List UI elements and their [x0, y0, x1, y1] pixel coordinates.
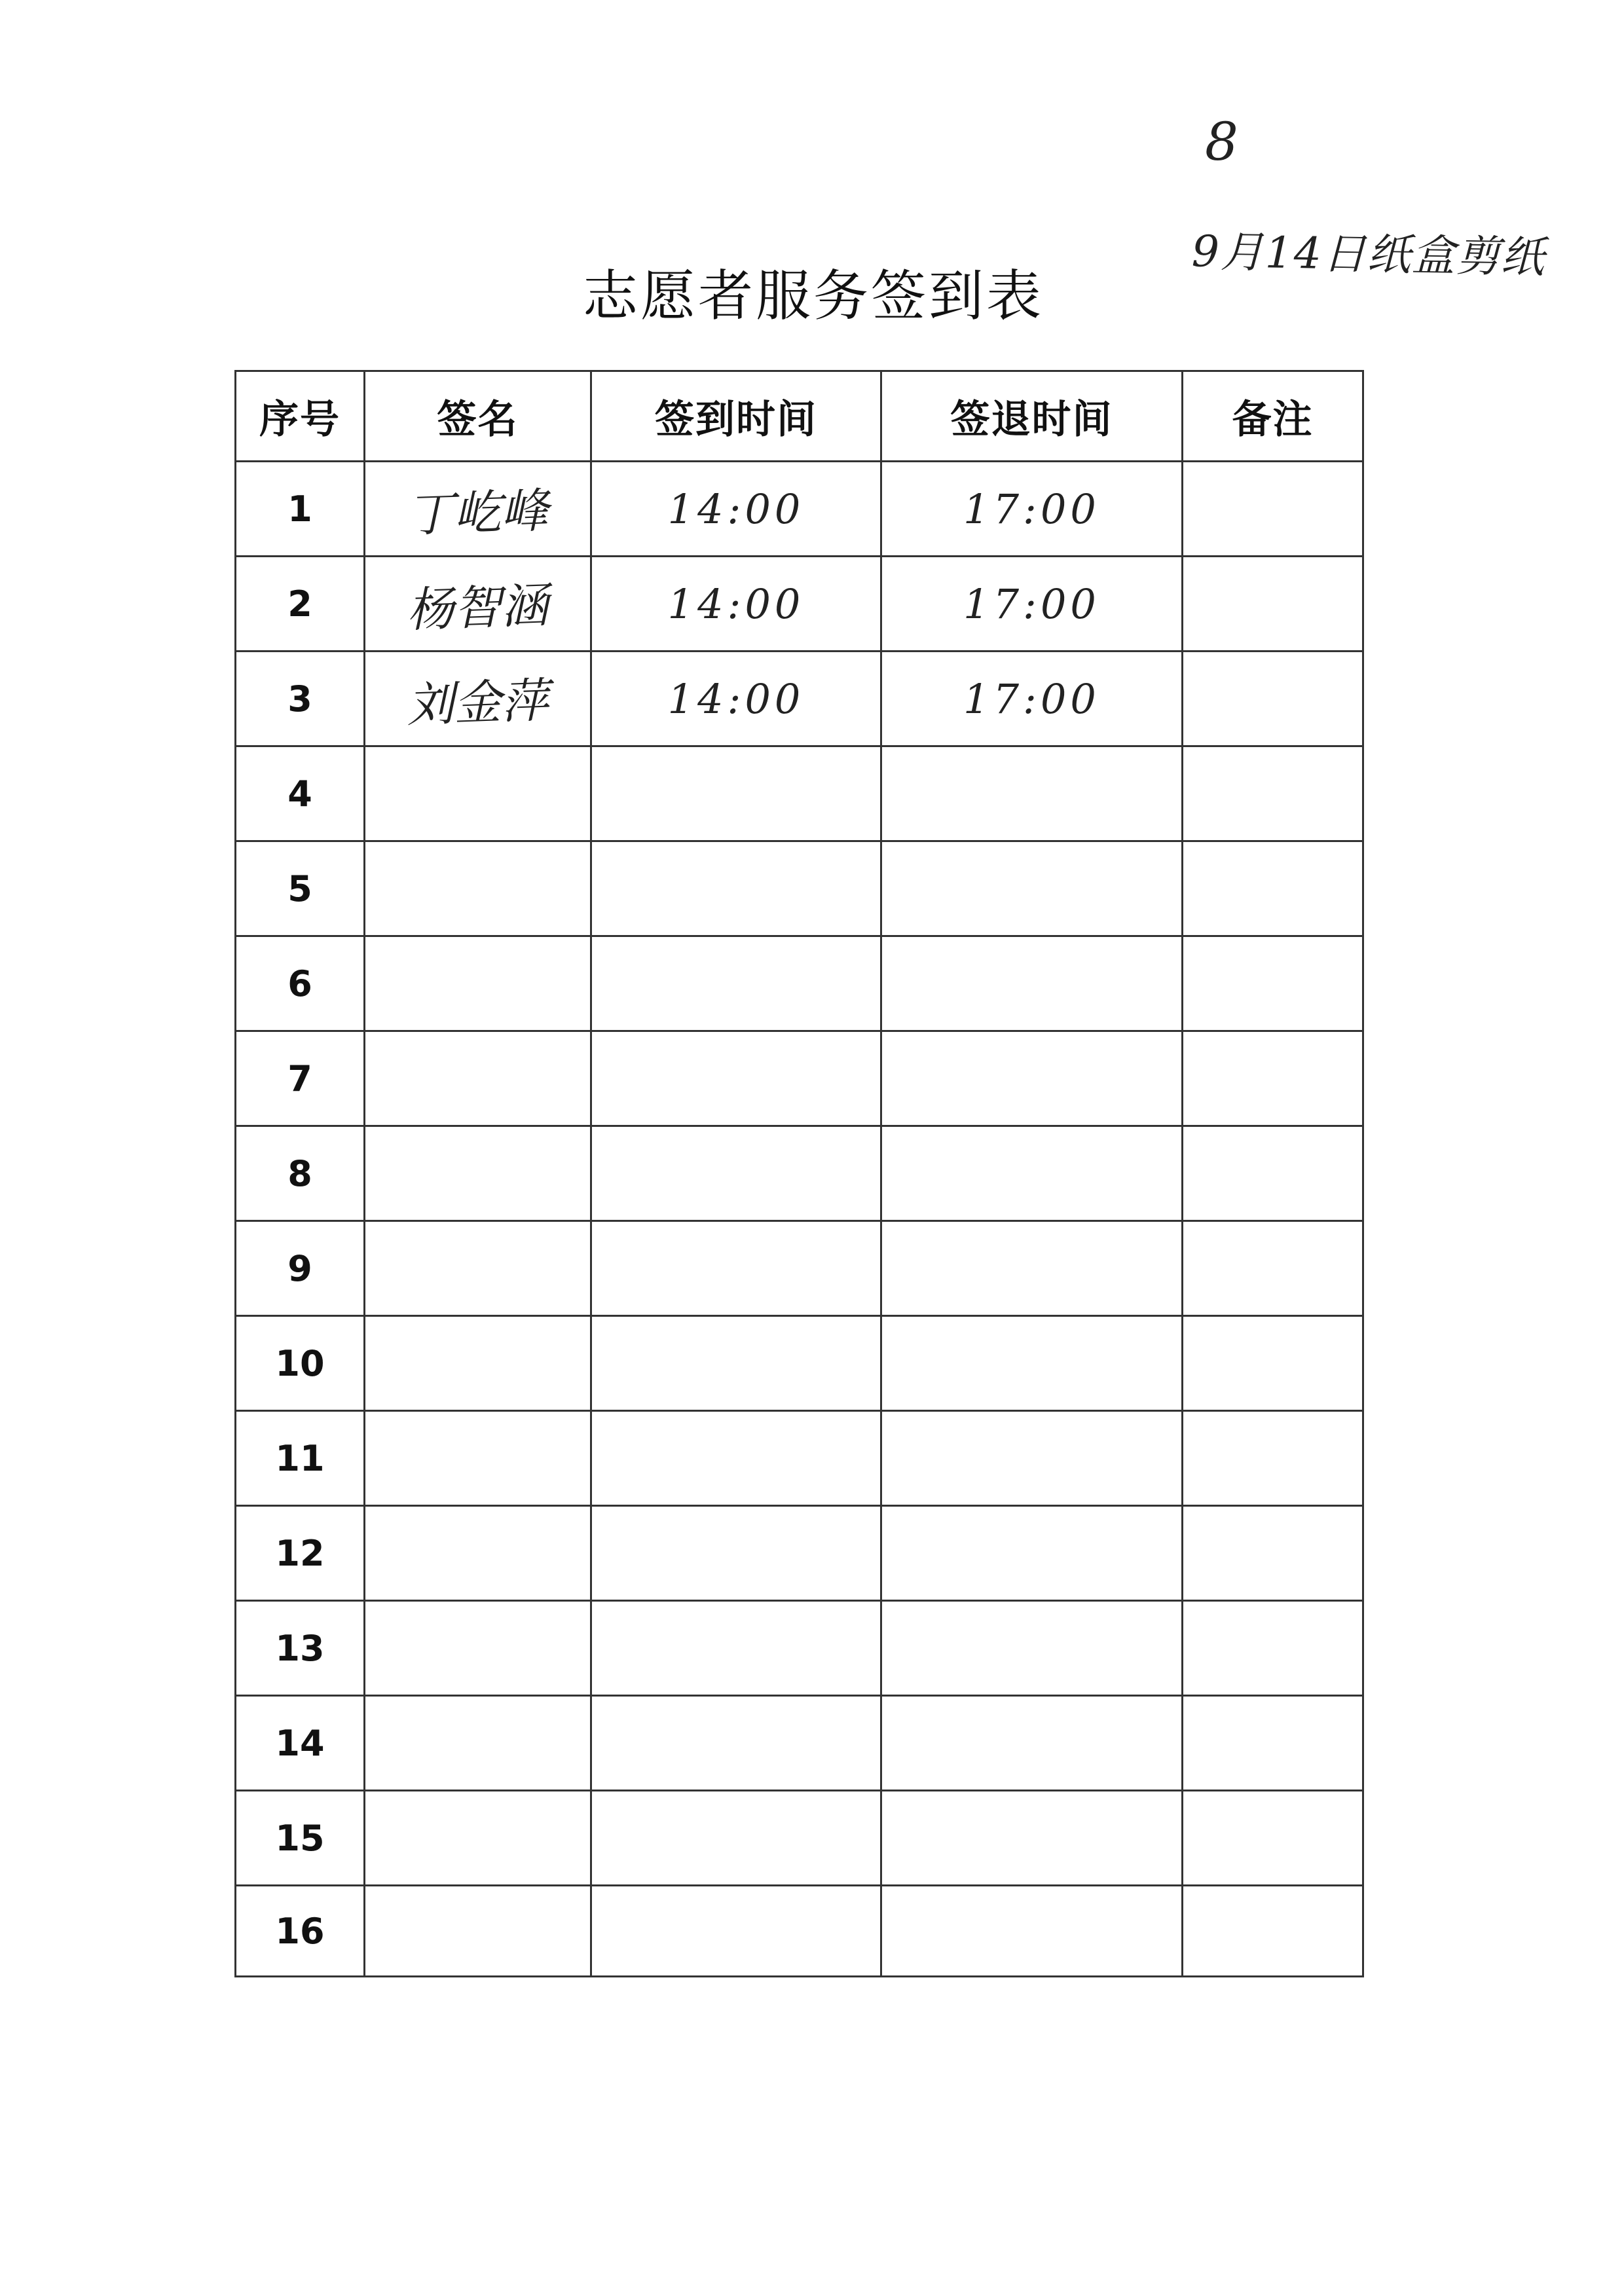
seq-cell: 1: [236, 462, 365, 557]
sign-out-time-cell: [881, 1696, 1183, 1791]
sign-in-time-cell: [591, 936, 881, 1031]
table-row: [236, 1886, 1363, 1977]
handwritten-note: 9月14日纸盒剪纸: [1191, 226, 1546, 283]
sign-out-time-cell: [881, 1031, 1183, 1126]
signature-cell: [365, 746, 591, 841]
sign-out-time-cell: [881, 841, 1183, 936]
seq-cell: 9: [236, 1221, 365, 1316]
sign-out-time-cell: [881, 1221, 1183, 1316]
seq-cell: 6: [236, 936, 365, 1031]
sign-in-time-value: 14:00: [667, 674, 805, 723]
signature-cell: [365, 1696, 591, 1791]
remark-cell: [1183, 1886, 1363, 1977]
sign-in-time-cell: [591, 1411, 881, 1506]
sign-in-time-cell: [591, 841, 881, 936]
sign-out-time-value: 17:00: [963, 485, 1100, 533]
remark-cell: [1183, 1031, 1363, 1126]
signature-cell: [365, 652, 591, 746]
remark-cell: [1183, 1126, 1363, 1221]
signature-value: 丁屹峰: [406, 483, 550, 543]
remark-cell: [1183, 746, 1363, 841]
sign-out-time-cell: [881, 557, 1183, 652]
sign-in-time-cell: [591, 1316, 881, 1411]
seq-cell: 16: [236, 1886, 365, 1977]
signature-cell: [365, 1411, 591, 1506]
signature-cell: [365, 936, 591, 1031]
seq-cell: 4: [236, 746, 365, 841]
sign-out-time-cell: [881, 1316, 1183, 1411]
sign-out-time-cell: [881, 1601, 1183, 1696]
table-row: [236, 1316, 1363, 1411]
signature-cell: [365, 1126, 591, 1221]
table-row: [236, 936, 1363, 1031]
seq-cell: 3: [236, 652, 365, 746]
page-title: 志愿者服务签到表: [583, 264, 1044, 328]
sign-out-time-cell: [881, 1411, 1183, 1506]
remark-cell: [1183, 462, 1363, 557]
sign-in-time-cell: [591, 557, 881, 652]
table-row: [236, 652, 1363, 746]
table-row: [236, 1506, 1363, 1601]
table-row: [236, 746, 1363, 841]
table-row: [236, 1791, 1363, 1886]
signature-cell: [365, 1031, 591, 1126]
signature-cell: [365, 1506, 591, 1601]
signature-cell: [365, 462, 591, 557]
sign-out-time-cell: [881, 1791, 1183, 1886]
remark-cell: [1183, 1506, 1363, 1601]
seq-cell: 12: [236, 1506, 365, 1601]
sign-out-time-value: 17:00: [963, 579, 1100, 628]
sign-in-time-cell: [591, 652, 881, 746]
remark-cell: [1183, 1411, 1363, 1506]
column-header-seq: 序号: [236, 371, 365, 462]
signature-cell: [365, 1791, 591, 1886]
sign-out-time-cell: [881, 462, 1183, 557]
remark-cell: [1183, 1316, 1363, 1411]
remark-cell: [1183, 936, 1363, 1031]
sign-in-time-value: 14:00: [667, 485, 805, 533]
sign-out-time-cell: [881, 1506, 1183, 1601]
table-row: [236, 557, 1363, 652]
table-row: [236, 841, 1363, 936]
sign-out-time-value: 17:00: [963, 674, 1100, 723]
sign-in-time-cell: [591, 462, 881, 557]
sign-in-time-cell: [591, 1126, 881, 1221]
sign-out-time-cell: [881, 936, 1183, 1031]
seq-cell: 2: [236, 557, 365, 652]
sign-in-time-cell: [591, 1696, 881, 1791]
remark-cell: [1183, 652, 1363, 746]
table-row: [236, 1411, 1363, 1506]
sign-in-time-cell: [591, 1031, 881, 1126]
seq-cell: 13: [236, 1601, 365, 1696]
table-row: [236, 1696, 1363, 1791]
remark-cell: [1183, 1601, 1363, 1696]
sign-out-time-cell: [881, 746, 1183, 841]
signature-cell: [365, 1316, 591, 1411]
table-row: [236, 1126, 1363, 1221]
seq-cell: 10: [236, 1316, 365, 1411]
table-row: [236, 1031, 1363, 1126]
sign-in-time-cell: [591, 1791, 881, 1886]
sign-in-time-cell: [591, 1221, 881, 1316]
sign-out-time-cell: [881, 1886, 1183, 1977]
column-header-sign-in-time: 签到时间: [591, 371, 881, 462]
column-header-sign-out-time: 签退时间: [881, 371, 1183, 462]
remark-cell: [1183, 1696, 1363, 1791]
sign-in-time-cell: [591, 1886, 881, 1977]
seq-cell: 5: [236, 841, 365, 936]
sign-in-time-cell: [591, 1506, 881, 1601]
seq-cell: 15: [236, 1791, 365, 1886]
table-row: [236, 462, 1363, 557]
table-row: [236, 1601, 1363, 1696]
sign-in-table: [234, 370, 1364, 1977]
column-header-remark: 备注: [1183, 371, 1363, 462]
remark-cell: [1183, 557, 1363, 652]
remark-cell: [1183, 1791, 1363, 1886]
signature-cell: [365, 1886, 591, 1977]
seq-cell: 7: [236, 1031, 365, 1126]
seq-cell: 8: [236, 1126, 365, 1221]
sign-out-time-cell: [881, 1126, 1183, 1221]
signature-value: 杨智涵: [406, 578, 550, 638]
remark-cell: [1183, 1221, 1363, 1316]
sign-in-time-cell: [591, 1601, 881, 1696]
page-number: 8: [1205, 111, 1238, 172]
seq-cell: 11: [236, 1411, 365, 1506]
signature-cell: [365, 1601, 591, 1696]
remark-cell: [1183, 841, 1363, 936]
seq-cell: 14: [236, 1696, 365, 1791]
table-row: [236, 1221, 1363, 1316]
signature-value: 刘金萍: [406, 672, 550, 733]
signature-cell: [365, 841, 591, 936]
signature-cell: [365, 557, 591, 652]
sign-out-time-cell: [881, 652, 1183, 746]
sign-in-time-value: 14:00: [667, 579, 805, 628]
signature-cell: [365, 1221, 591, 1316]
column-header-signature: 签名: [365, 371, 591, 462]
table-header-row: [236, 371, 1363, 462]
sign-in-time-cell: [591, 746, 881, 841]
